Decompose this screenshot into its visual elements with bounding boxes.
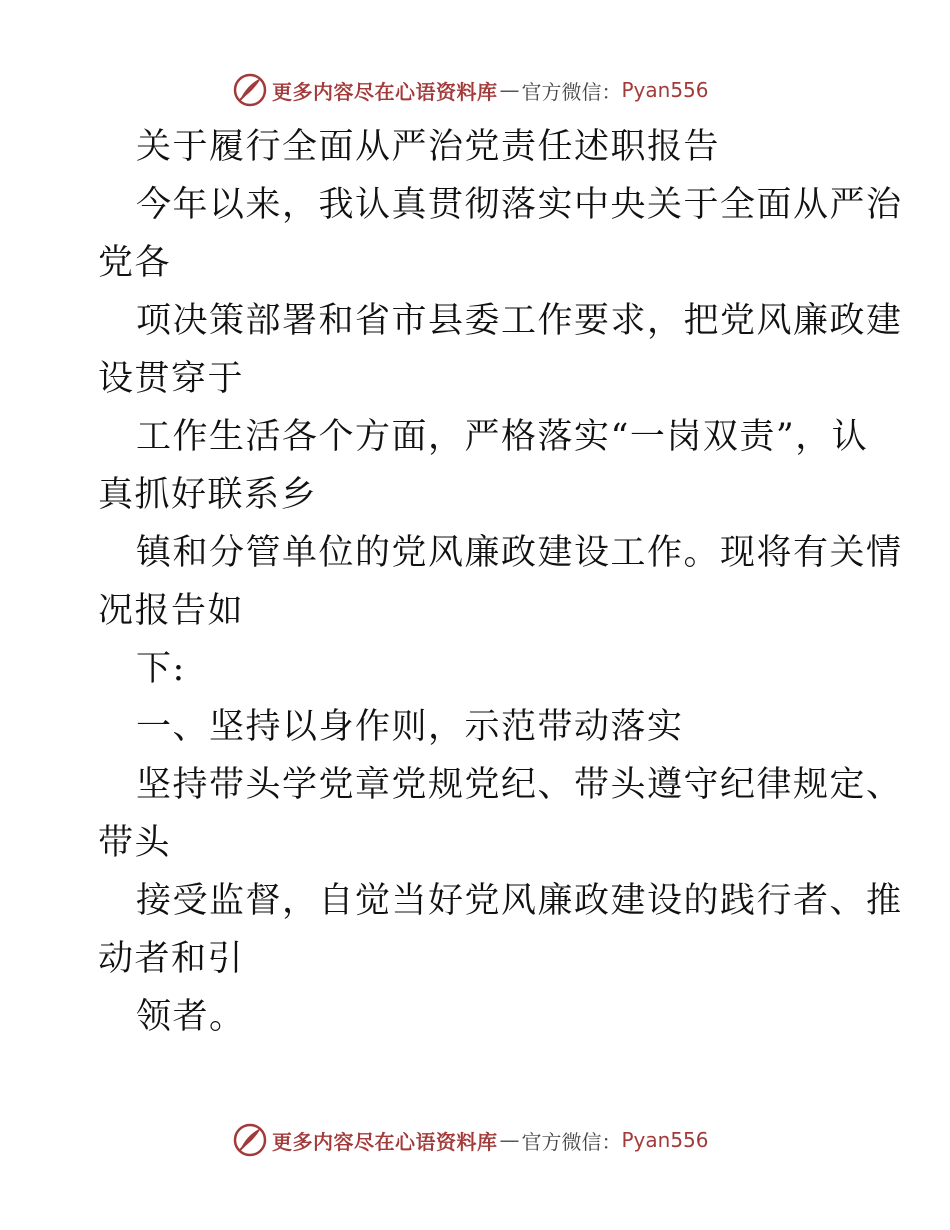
quill-pen-logo-icon	[232, 72, 268, 108]
paragraph-line: 今年以来，我认真贯彻落实中央关于全面从严治	[136, 185, 903, 225]
section-heading: 一、坚持以身作则，示范带动落实	[136, 707, 684, 747]
paragraph-line: 镇和分管单位的党风廉政建设工作。现将有关情	[136, 533, 903, 573]
paragraph-line: 项决策部署和省市县委工作要求，把党风廉政建	[136, 301, 903, 341]
watermark-brand: 更多内容尽在心语资料库	[272, 1129, 498, 1154]
paragraph-line: 设贯穿于	[98, 359, 245, 399]
watermark-contact-id: Pyan556	[621, 78, 709, 102]
watermark-contact-id: Pyan556	[621, 1128, 709, 1152]
quill-pen-logo-icon	[232, 1122, 268, 1158]
watermark-dash: —	[499, 78, 520, 102]
document-title: 关于履行全面从严治党责任述职报告	[136, 127, 721, 167]
watermark-contact-label: 官方微信：	[521, 1129, 622, 1154]
header-watermark	[232, 72, 709, 108]
paragraph-line: 党各	[98, 243, 172, 283]
paragraph-line: 带头	[98, 823, 172, 863]
watermark-contact-label: 官方微信：	[521, 79, 622, 104]
footer-watermark	[232, 1122, 709, 1158]
paragraph-line: 领者。	[136, 997, 246, 1037]
paragraph-line: 下:	[136, 649, 186, 689]
paragraph-line: 况报告如	[98, 591, 245, 631]
watermark-brand: 更多内容尽在心语资料库	[272, 79, 498, 104]
paragraph-line: 真抓好联系乡	[98, 475, 318, 515]
paragraph-line: 接受监督，自觉当好党风廉政建设的践行者、推	[136, 881, 903, 921]
paragraph-line: 坚持带头学党章党规党纪、带头遵守纪律规定、	[136, 765, 903, 805]
watermark-dash: —	[499, 1128, 520, 1152]
paragraph-line: 工作生活各个方面，严格落实“一岗双责”，认	[136, 417, 869, 457]
paragraph-line: 动者和引	[98, 939, 245, 979]
